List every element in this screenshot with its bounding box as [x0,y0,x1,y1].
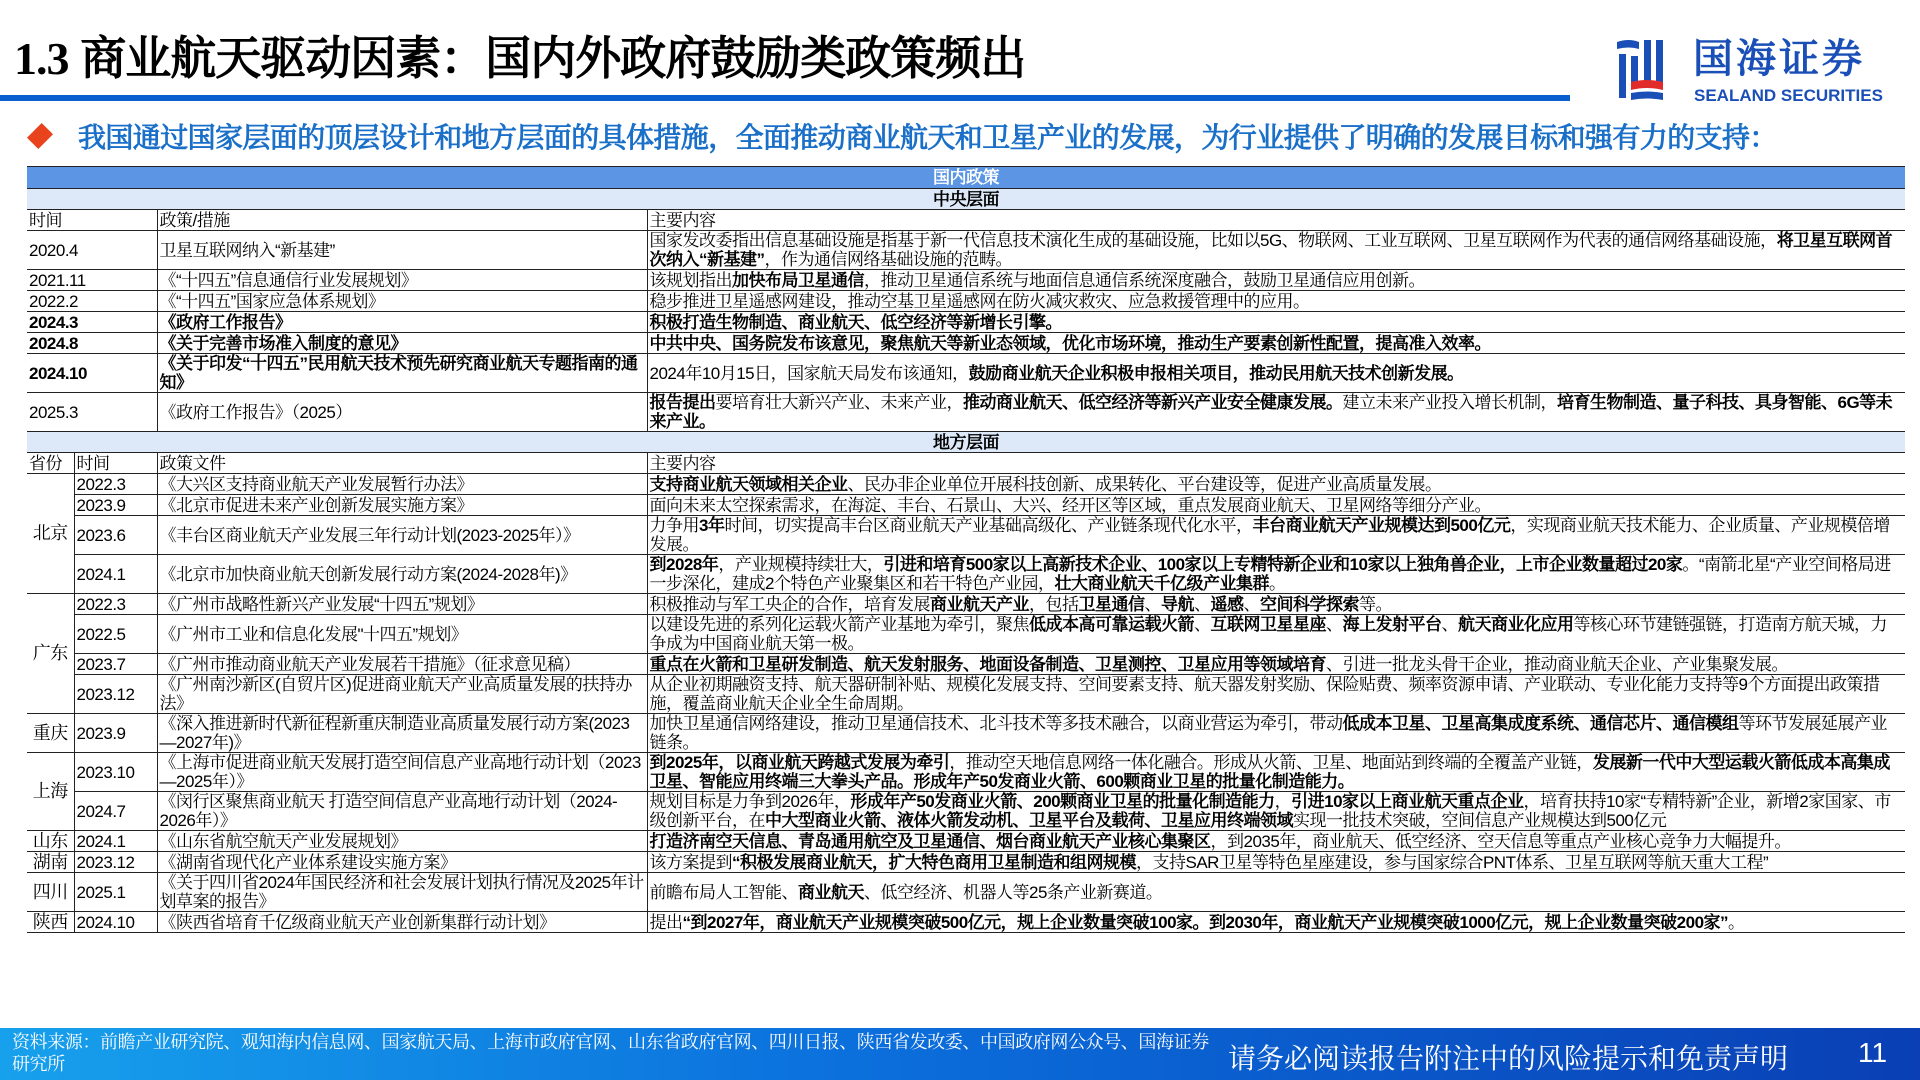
time-cell: 2020.4 [27,231,157,270]
content-text: ， [1274,792,1292,811]
content-text: 。 [1728,912,1745,932]
level-header [27,432,1905,453]
content-text: ，培育扶持10家“专精特新”企业，新增2家国家、市级创新平台，在 [649,792,1891,830]
highlight-text: “积极发展商业航天，扩大特色商用卫星制造和组网规模 [732,852,1136,872]
highlight-text: 中大型商业火箭、液体火箭发动机、卫星平台及载荷、卫星应用终端领域 [765,811,1293,830]
time-cell: 2022.2 [27,291,157,312]
policy-cell: 《山东省航空航天产业发展规划》 [157,831,647,852]
content-text: 实现一批技术突破，空间信息产业规模达到500亿元 [1293,811,1667,830]
content-cell [647,654,1905,675]
table-row [27,675,1905,714]
highlight-text: 遥感 [1210,594,1244,614]
time-cell: 2023.9 [74,495,157,516]
highlight-text: 报告提出 [649,393,716,412]
policy-table [27,166,1905,933]
highlight-text: 引进和培育500家以上高新技术企业、100家以上专精特新企业和10家以上独角兽企业，上市企业数量超过20家 [883,555,1683,574]
highlight-text: 鼓励商业航天企业积极申报相关项目，推动民用航天技术创新发展。 [968,363,1464,383]
time-cell: 2024.8 [27,333,157,354]
table-row [27,714,1905,753]
content-text: 、 [1326,615,1343,634]
content-text: 时间，切实提高丰台区商业航天产业基础高级化、产业链条现代化水平， [724,516,1253,535]
logo-cn-text: 国海证券 [1693,37,1865,81]
content-text: 规划目标是力争到2026年， [649,792,851,811]
policy-cell: 《政府工作报告》 [157,312,647,333]
content-text: 积极推动与军工央企的合作，培育发展 [649,594,930,614]
content-text: ，产业规模持续壮大， [718,555,884,574]
content-cell [647,231,1905,270]
policy-cell: 《广州南沙新区(自贸片区)促进商业航天产业高质量发展的扶持办法》 [157,675,647,714]
table-row [27,792,1905,831]
time-cell: 2024.7 [74,792,157,831]
table-row [27,912,1905,933]
policy-cell: 《政府工作报告》（2025） [157,393,647,432]
policy-cell: 《关于完善市场准入制度的意见》 [157,333,647,354]
col-header-policy: 政策/措施 [157,210,647,231]
highlight-text: 导航 [1161,594,1194,614]
table-row [27,495,1905,516]
highlight-text: 丰台商业航天产业规模达到500亿元 [1252,516,1511,535]
content-cell [647,615,1905,654]
title-text: 商业航天驱动因素：国内外政府鼓励类政策频出 [80,32,1026,84]
time-cell: 2024.10 [27,354,157,393]
content-text: 。“南箭北星“产业空间格局进一步深化，建成2个特色产业聚集区和若干特色产业园， [649,555,1891,593]
central-level-title: 中央层面 [27,189,1905,210]
content-text: 。 [1268,574,1286,593]
highlight-text: 加快布局卫星通信 [732,270,864,290]
highlight-text: 海上发射平台 [1342,615,1442,634]
table-row [27,393,1905,432]
content-text: 建立未来产业投入增长机制， [1342,393,1557,412]
table-row [27,312,1905,333]
province-cell: 陕西 [27,912,74,933]
content-text: ，推动空天地信息网络一体化融合。形成从火箭、卫星、地面站到终端的全覆盖产业链， [949,753,1593,772]
lead-statement [28,118,1777,154]
content-text: ，实现商业航天技术能力、企业质量、产业规模倍增发展。 [649,516,1890,554]
policy-cell: 《关于四川省2024年国民经济和社会发展计划执行情况及2025年计划草案的报告》 [157,873,647,912]
highlight-text: 培育生物制造、量子科技、具身智能、6G等未来产业。 [649,393,1893,431]
content-text: 、 [1194,615,1211,634]
time-cell: 2023.10 [74,753,157,792]
table-row [27,516,1905,555]
table-row [27,753,1905,792]
sealand-logo-icon [1615,38,1665,102]
col-header-time: 时间 [74,453,157,474]
disclaimer-text: 请务必阅读报告附注中的风险提示和免责声明 [1228,1043,1789,1074]
content-text: 2024年10月15日，国家航天局发布该通知， [649,363,969,383]
province-cell: 上海 [27,753,74,831]
content-cell [647,792,1905,831]
province-cell: 重庆 [27,714,74,753]
banner-label: 国内政策 [27,167,1905,189]
content-cell [647,675,1905,714]
time-cell: 2024.10 [74,912,157,933]
highlight-text: 重点在火箭和卫星研发制造、航天发射服务、地面设备制造、卫星测控、卫星应用等领域培育 [649,654,1326,674]
table-row [27,333,1905,354]
content-text: 、民办非企业单位开展科技创新、成果转化、平台建设等，促进产业高质量发展。 [847,474,1442,494]
highlight-text: 推动商业航天、低空经济等新兴产业安全健康发展。 [963,393,1343,412]
content-text: ，支持SAR卫星等特色星座建设，参与国家综合PNT体系、卫星互联网等航天重大工程” [1136,852,1769,872]
diamond-bullet-icon [27,123,53,149]
policy-cell: 《湖南省现代化产业体系建设实施方案》 [157,852,647,873]
content-text: 稳步推进卫星遥感网建设，推动空基卫星遥感网在防火减灾救灾、应急救援管理中的应用。 [649,291,1310,311]
content-text: 等环节发展延展产业链条。 [649,714,1887,752]
table-row [27,555,1905,594]
content-text: 、引进一批龙头骨干企业，推动商业航天企业、产业集聚发展。 [1326,654,1788,674]
content-text: ，推动卫星通信系统与地面信息通信系统深度融合，鼓励卫星通信应用创新。 [864,270,1425,290]
content-cell [647,291,1905,312]
policy-cell: 《丰台区商业航天产业发展三年行动计划(2023-2025年）》 [157,516,647,555]
table-row [27,594,1905,615]
highlight-text: 积极打造生物制造、商业航天、低空经济等新增长引擎。 [649,312,1062,332]
content-text: 、 [1243,594,1260,614]
highlight-text: “到2027年，商业航天产业规模突破500亿元，规上企业数量突破100家。到2030年，商业航天产业规模突破1000亿元，规上企业数量突破200家” [682,912,1729,932]
policy-cell: 《深入推进新时代新征程新重庆制造业高质量发展行动方案(2023—2027年)》 [157,714,647,753]
policy-cell: 《广州市工业和信息化发展"十四五”规划》 [157,615,647,654]
content-cell [647,516,1905,555]
time-cell: 2022.3 [74,474,157,495]
column-header-row [27,453,1905,474]
table-row [27,615,1905,654]
policy-cell: 《大兴区支持商业航天产业发展暂行办法》 [157,474,647,495]
content-text: 、 [1194,594,1211,614]
highlight-text: 到2025年，以商业航天跨越式发展为牵引 [649,753,950,772]
highlight-text: 打造济南空天信息、青岛通用航空及卫星通信、烟台商业航天产业核心集聚区 [649,831,1211,851]
table-row [27,354,1905,393]
company-logo [1615,36,1885,106]
highlight-text: 互联网卫星星座 [1210,615,1326,634]
highlight-text: 引进10家以上商业航天重点企业 [1291,792,1524,811]
content-text: 要培育壮大新兴产业、未来产业， [715,393,963,412]
province-cell: 山东 [27,831,74,852]
content-cell [647,495,1905,516]
content-text: 该方案提到 [649,852,732,872]
highlight-text: 空间科学探索 [1260,594,1359,614]
table-row [27,831,1905,852]
title-divider [0,95,1570,101]
policy-cell: 《北京市加快商业航天创新发展行动方案(2024-2028年)》 [157,555,647,594]
province-cell: 湖南 [27,852,74,873]
policy-cell: 《广州市战略性新兴产业发展“十四五”规划》 [157,594,647,615]
col-header-content: 主要内容 [647,210,1905,231]
highlight-text: 支持商业航天领域相关企业 [649,474,848,494]
time-cell: 2024.1 [74,831,157,852]
content-text: 前瞻布局人工智能、 [649,882,798,902]
time-cell: 2023.12 [74,852,157,873]
province-cell: 广东 [27,594,74,714]
section-banner [27,167,1905,189]
content-cell [647,714,1905,753]
content-text: 国家发改委指出信息基础设施是指基于新一代信息技术演化生成的基础设施，比如以5G、物联网、工业互联网、卫星互联网作为代表的通信网络基础设施， [649,231,1777,250]
lead-text: 我国通过国家层面的顶层设计和地方层面的具体措施，全面推动商业航天和卫星产业的发展，为行业提供了明确的发展目标和强有力的支持： [78,122,1777,153]
content-cell [647,852,1905,873]
time-cell: 2023.7 [74,654,157,675]
source-note: 资料来源：前瞻产业研究院、观知海内信息网、国家航天局、上海市政府官网、山东省政府官网、四川日报、陕西省发改委、中国政府网公众号、国海证券研究所 [12,1032,1209,1074]
time-cell: 2021.11 [27,270,157,291]
table-row [27,291,1905,312]
content-text: 力争用 [649,516,699,535]
province-cell: 四川 [27,873,74,912]
content-text: 提出 [649,912,683,932]
time-cell: 2023.6 [74,516,157,555]
local-level-title: 地方层面 [27,432,1905,453]
col-header-policy: 政策文件 [157,453,647,474]
content-cell [647,555,1905,594]
time-cell: 2023.12 [74,675,157,714]
highlight-text: 低成本卫星、卫星高集成度系统、通信芯片、通信模组 [1342,714,1739,733]
content-text: 、 [1441,615,1458,634]
policy-cell: 《“十四五”国家应急体系规划》 [157,291,647,312]
col-header-province: 省份 [27,453,74,474]
content-cell [647,912,1905,933]
table-row [27,270,1905,291]
content-text: ，作为通信网络基础设施的范畴。 [764,250,1012,269]
table-row [27,654,1905,675]
content-text: ，到2035年，商业航天、低空经济、空天信息等重点产业核心竞争力大幅提升。 [1210,831,1791,851]
page-title [14,22,1025,88]
policy-cell: 《陕西省培育千亿级商业航天产业创新集群行动计划》 [157,912,647,933]
highlight-text: 卫星通信 [1078,594,1145,614]
highlight-text: 航天商业化应用 [1458,615,1574,634]
highlight-text: 中共中央、国务院发布该意见，聚焦航天等新业态领域，优化市场环境，推动生产要素创新性配置，提高准入效率。 [649,333,1491,353]
content-text: 从企业初期融资支持、航天器研制补贴、规模化发展支持、空间要素支持、航天器发射奖励、保险贴费、频率资源申请、产业联动、专业化能力支持等9个方面提出政策措施，覆盖商业航天企业全生命周期。 [649,675,1880,713]
content-cell [647,753,1905,792]
time-cell: 2025.3 [27,393,157,432]
time-cell: 2022.3 [74,594,157,615]
time-cell: 2023.9 [74,714,157,753]
logo-en-text: SEALAND SECURITIES [1694,86,1883,105]
content-cell [647,312,1905,333]
level-header [27,189,1905,210]
content-text: 等核心环节建链强链，打造南方航天城，力争成为中国商业航天第一极。 [649,615,1887,653]
table-row [27,852,1905,873]
footer-bar [0,1028,1920,1080]
table-row [27,474,1905,495]
col-header-content: 主要内容 [647,453,1905,474]
policy-cell: 《广州市推动商业航天产业发展若干措施》（征求意见稿） [157,654,647,675]
highlight-text: 商业航天 [798,882,864,902]
content-text: 等。 [1359,594,1392,614]
highlight-text: 形成年产50发商业火箭、200颗商业卫星的批量化制造能力 [850,792,1275,811]
content-text: 、低空经济、机器人等25条产业新赛道。 [864,882,1163,902]
highlight-text: 壮大商业航天千亿级产业集群 [1054,574,1269,593]
policy-cell: 《“十四五”信息通信行业发展规划》 [157,270,647,291]
content-text: 面向未来太空探索需求，在海淀、丰台、石景山、大兴、经开区等区域，重点发展商业航天、卫星网络等细分产业。 [649,495,1491,515]
content-text: 该规划指出 [649,270,732,290]
time-cell: 2022.5 [74,615,157,654]
content-cell [647,393,1905,432]
time-cell: 2024.1 [74,555,157,594]
content-cell [647,873,1905,912]
highlight-text: 到2028年 [649,555,719,574]
policy-cell: 《关于印发“十四五”民用航天技术预先研究商业航天专题指南的通知》 [157,354,647,393]
col-header-time: 时间 [27,210,157,231]
content-cell [647,354,1905,393]
content-cell [647,831,1905,852]
highlight-text: 将卫星互联网首次纳入“新基建” [649,231,1893,269]
highlight-text: 低成本高可靠运载火箭 [1029,615,1194,634]
time-cell: 2025.1 [74,873,157,912]
policy-cell: 《闵行区聚焦商业航天 打造空间信息产业高地行动计划（2024-2026年）》 [157,792,647,831]
highlight-text: 发展新一代中大型运载火箭低成本高集成卫星、智能应用终端三大拳头产品。形成年产50发商业火箭、600颗商业卫星的批量化制造能力。 [649,753,1890,791]
content-cell [647,594,1905,615]
content-cell [647,333,1905,354]
content-text: 加快卫星通信网络建设，推动卫星通信技术、北斗技术等多技术融合，以商业营运为牵引，带动 [649,714,1343,733]
title-number: 1.3 [14,33,69,84]
content-cell [647,270,1905,291]
content-text: ，包括 [1029,594,1079,614]
table-row [27,873,1905,912]
table-row [27,231,1905,270]
highlight-text: 3年 [699,516,725,535]
time-cell: 2024.3 [27,312,157,333]
column-header-row [27,210,1905,231]
content-text: 以建设先进的系列化运载火箭产业基地为牵引，聚焦 [649,615,1029,634]
province-cell: 北京 [27,474,74,594]
highlight-text: 商业航天产业 [930,594,1029,614]
policy-cell: 卫星互联网纳入“新基建” [157,231,647,270]
policy-cell: 《上海市促进商业航天发展打造空间信息产业高地行动计划（2023—2025年）》 [157,753,647,792]
policy-cell: 《北京市促进未来产业创新发展实施方案》 [157,495,647,516]
page-number: 11 [1858,1037,1888,1068]
content-text: 、 [1144,594,1161,614]
content-cell [647,474,1905,495]
